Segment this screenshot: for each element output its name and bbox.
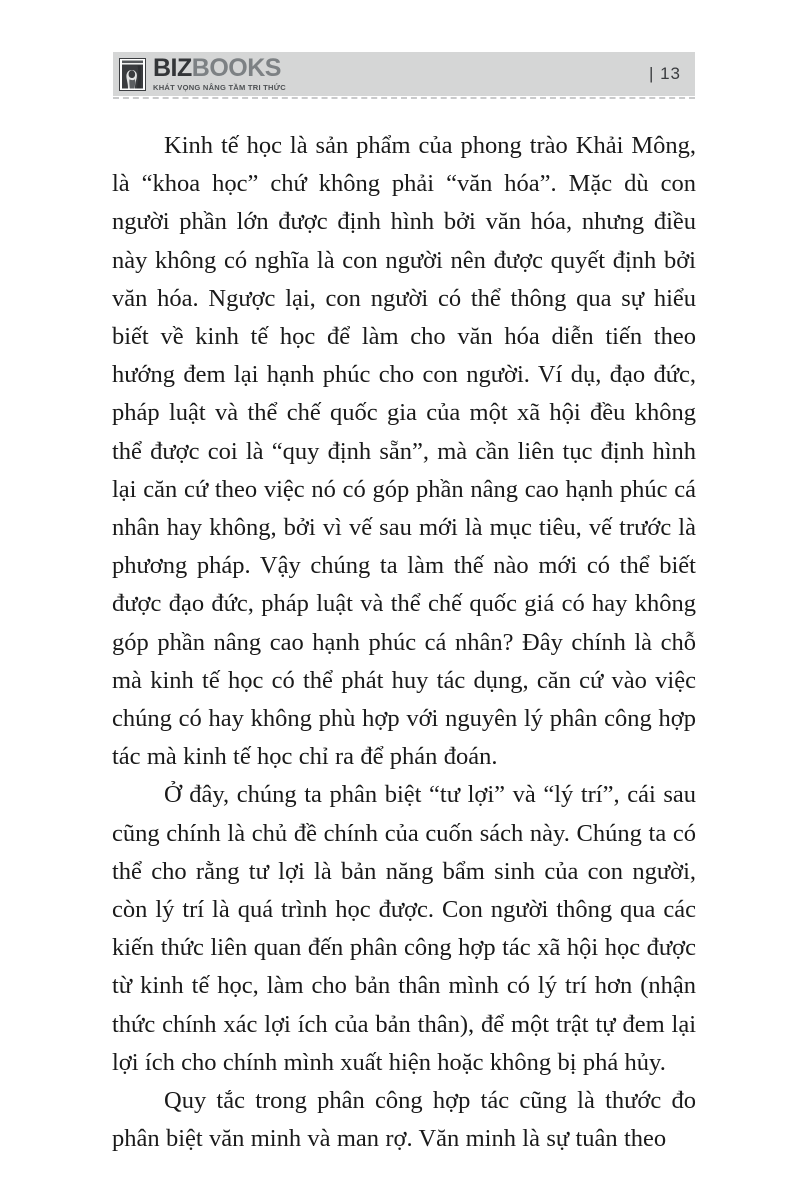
brand-wordmark	[153, 56, 283, 81]
book-icon	[119, 58, 146, 91]
brand-tagline: KHÁT VỌNG NÂNG TẦM TRI THỨC	[153, 83, 286, 93]
paragraph: Ở đây, chúng ta phân biệt “tư lợi” và “lý trí”, cái sau cũng chính là chủ đề chính của cuốn sách này. Chúng ta có thể cho rằng tư lợi là bản năng bẩm sinh của con người, còn lý trí là quá trình học được. Con người thông qua các kiến thức liên quan đến phân công hợp tác xã hội học được từ kinh tế học, làm cho bản thân mình có lý trí hơn (nhận thức chính xác lợi ích của bản thân), để một trật tự đem lại lợi ích cho chính mình xuất hiện hoặc không bị phá hủy.	[112, 781, 696, 1076]
page-number: | 13	[648, 64, 681, 83]
brand-word-biz: BIZ	[153, 54, 192, 83]
brand-text	[153, 54, 286, 93]
bizbooks-logo	[119, 52, 286, 96]
page-body	[112, 127, 696, 1158]
brand-word-books: BOOKS	[191, 54, 281, 83]
header-divider	[113, 97, 695, 99]
running-head	[113, 52, 695, 96]
paragraph: Quy tắc trong phân công hợp tác cũng là thước đo phân biệt văn minh và man rợ. Văn minh là sự tuân theo	[112, 1087, 696, 1153]
paragraph: Kinh tế học là sản phẩm của phong trào Khải Mông, là “khoa học” chứ không phải “văn hóa”. Mặc dù con người phần lớn được định hình bởi văn hóa, nhưng điều này không có nghĩa là con người nên được quyết định bởi văn hóa. Ngược lại, con người có thể thông qua sự hiểu biết về kinh tế học để làm cho văn hóa diễn tiến theo hướng đem lại hạnh phúc cho con người. Ví dụ, đạo đức, pháp luật và thể chế quốc gia của một xã hội đều không thể được coi là “quy định sẵn”, mà cần liên tục định hình lại căn cứ theo việc nó có góp phần nâng cao hạnh phúc cá nhân hay không, bởi vì vế sau mới là mục tiêu, vế trước là phương pháp. Vậy chúng ta làm thế nào mới có thể biết được đạo đức, pháp luật và thể chế quốc giá có hay không góp phần nâng cao hạnh phúc cá nhân? Đây chính là chỗ mà kinh tế học có thể phát huy tác dụng, căn cứ vào việc chúng có hay không phù hợp với nguyên lý phân công hợp tác mà kinh tế học chỉ ra để phán đoán.	[112, 132, 696, 771]
